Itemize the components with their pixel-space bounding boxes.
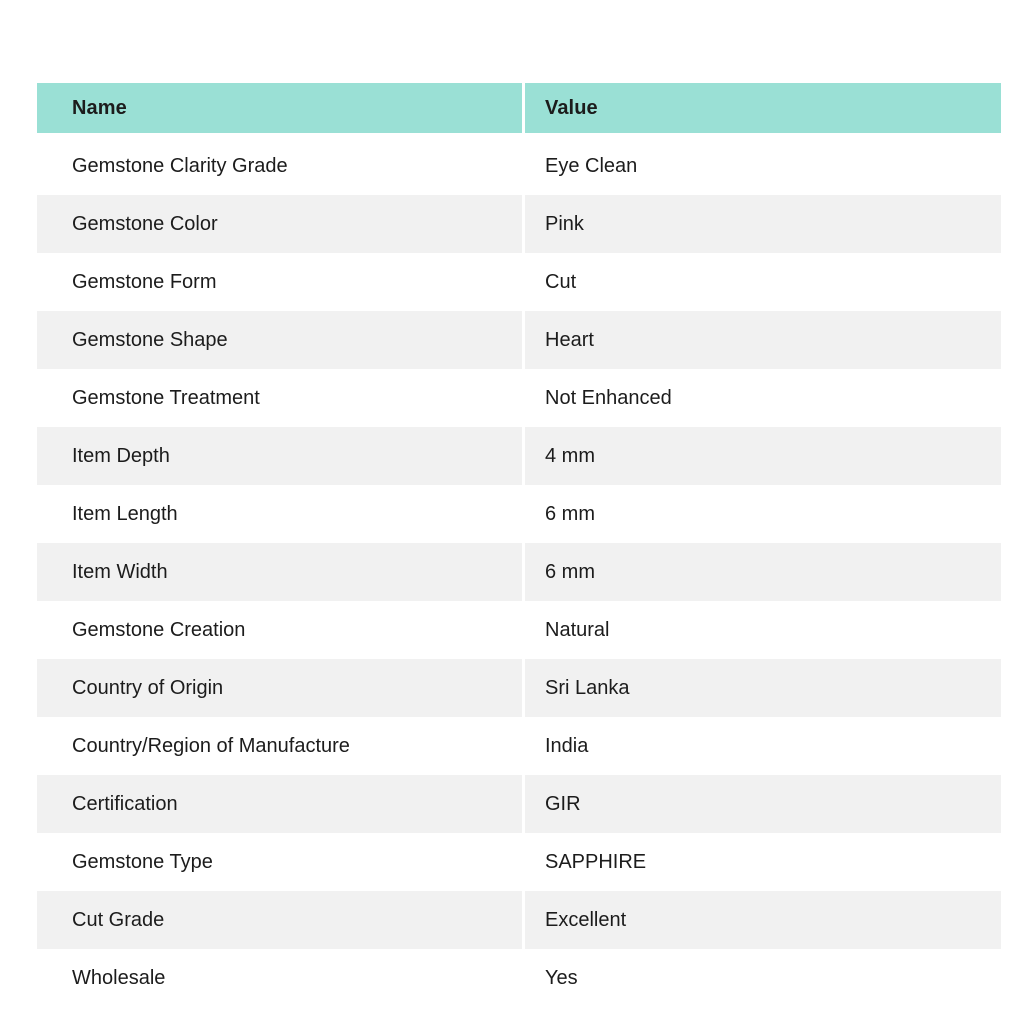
row-value-text: Excellent <box>545 908 627 931</box>
row-value-cell <box>525 717 1001 775</box>
table-row <box>37 949 1001 1007</box>
row-name-text: Certification <box>72 792 178 815</box>
row-value-cell <box>525 543 1001 601</box>
table-row <box>37 833 1001 891</box>
row-value-text: 6 mm <box>545 502 595 525</box>
item-specifics-table <box>37 83 1001 1007</box>
row-name-cell <box>37 891 522 949</box>
row-value-text: SAPPHIRE <box>545 850 647 873</box>
table-row <box>37 717 1001 775</box>
table-row <box>37 311 1001 369</box>
row-name-text: Gemstone Clarity Grade <box>72 154 288 177</box>
row-name-cell <box>37 195 522 253</box>
row-value-text: Sri Lanka <box>545 676 630 699</box>
row-value-cell <box>525 253 1001 311</box>
row-name-text: Item Width <box>72 560 168 583</box>
row-name-text: Gemstone Form <box>72 270 217 293</box>
table-row <box>37 485 1001 543</box>
row-value-text: Heart <box>545 328 594 351</box>
row-value-text: Natural <box>545 618 610 641</box>
row-name-cell <box>37 369 522 427</box>
row-value-cell <box>525 891 1001 949</box>
row-name-cell <box>37 601 522 659</box>
row-name-text: Gemstone Color <box>72 212 218 235</box>
row-name-text: Item Depth <box>72 444 170 467</box>
row-value-cell <box>525 137 1001 195</box>
column-header-name-label: Name <box>72 96 127 119</box>
table-row <box>37 659 1001 717</box>
table-row <box>37 427 1001 485</box>
row-value-cell <box>525 659 1001 717</box>
row-name-text: Wholesale <box>72 966 166 989</box>
row-name-cell <box>37 949 522 1007</box>
row-value-cell <box>525 775 1001 833</box>
table-row <box>37 543 1001 601</box>
row-value-cell <box>525 195 1001 253</box>
row-name-text: Country/Region of Manufacture <box>72 734 350 757</box>
row-name-text: Country of Origin <box>72 676 224 699</box>
row-name-text: Gemstone Type <box>72 850 213 873</box>
row-name-cell <box>37 311 522 369</box>
row-value-cell <box>525 427 1001 485</box>
row-name-cell <box>37 543 522 601</box>
row-value-text: 6 mm <box>545 560 595 583</box>
row-name-cell <box>37 253 522 311</box>
row-value-text: 4 mm <box>545 444 595 467</box>
row-value-cell <box>525 369 1001 427</box>
row-value-text: Eye Clean <box>545 154 638 177</box>
row-value-text: Yes <box>545 966 578 989</box>
table-row <box>37 891 1001 949</box>
row-name-cell <box>37 485 522 543</box>
table-header-row <box>37 83 1001 133</box>
header-cell-value <box>525 83 1001 133</box>
table-row <box>37 195 1001 253</box>
row-name-cell <box>37 427 522 485</box>
row-value-text: GIR <box>545 792 581 815</box>
row-name-text: Gemstone Shape <box>72 328 228 351</box>
row-value-cell <box>525 601 1001 659</box>
table-row <box>37 253 1001 311</box>
row-name-cell <box>37 833 522 891</box>
row-name-text: Item Length <box>72 502 178 525</box>
row-value-text: Pink <box>545 212 584 235</box>
row-name-cell <box>37 659 522 717</box>
row-name-cell <box>37 137 522 195</box>
row-name-cell <box>37 717 522 775</box>
table-row <box>37 775 1001 833</box>
row-value-cell <box>525 485 1001 543</box>
row-name-text: Cut Grade <box>72 908 165 931</box>
column-header-value-label: Value <box>545 96 598 119</box>
row-name-text: Gemstone Creation <box>72 618 246 641</box>
table-row <box>37 369 1001 427</box>
row-value-cell <box>525 311 1001 369</box>
row-name-cell <box>37 775 522 833</box>
row-value-cell <box>525 949 1001 1007</box>
row-value-text: Not Enhanced <box>545 386 672 409</box>
table-row <box>37 137 1001 195</box>
row-value-text: India <box>545 734 589 757</box>
row-value-text: Cut <box>545 270 577 293</box>
row-name-text: Gemstone Treatment <box>72 386 260 409</box>
table-row <box>37 601 1001 659</box>
header-cell-name <box>37 83 522 133</box>
table-body <box>37 137 1001 1007</box>
row-value-cell <box>525 833 1001 891</box>
